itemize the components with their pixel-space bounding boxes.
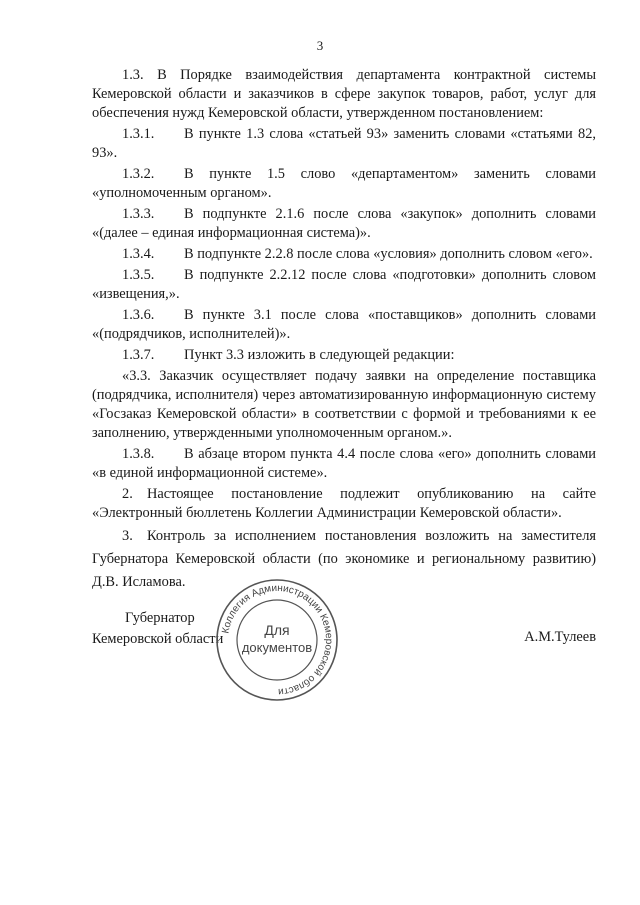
item-number: 1.3.6. (122, 307, 155, 323)
section-intro: 1.3. В Порядке взаимодействия департамента контрактной системы Кемеровской области и заказчиков в сфере закупок товаров, работ, услуг для обеспечения нужд Кемеровской области, утвержденном постановлением: (92, 67, 596, 121)
item-1-3-8 (92, 445, 596, 483)
item-number: 1.3.4. (122, 246, 155, 262)
item-text: В подпункте 2.1.6 после слова «закупок» дополнить словами «(далее – единая информационная система)». (92, 206, 596, 241)
item-1-3-2 (92, 165, 596, 203)
item-1-3-1 (92, 125, 596, 163)
official-stamp (214, 577, 340, 703)
signatory-name: А.М.Тулеев (524, 629, 596, 645)
item-text: В абзаце втором пункта 4.4 после слова «его» дополнить словами «в единой информационной системе». (92, 446, 596, 481)
stamp-center-line2: документов (241, 640, 313, 655)
signatory-position: Губернатор (125, 610, 195, 626)
quoted-paragraph: «3.3. Заказчик осуществляет подачу заявки на определение поставщика (подрядчика, исполнителя) через автоматизированную информационную систему «Госзаказ Кемеровской области» в соответствии с формой и требованиями к ее заполнению, утвержденными уполномоченным органом.». (92, 368, 596, 441)
point-number: 2. (122, 486, 133, 502)
item-number: 1.3.8. (122, 446, 155, 462)
item-number: 1.3.5. (122, 267, 155, 283)
stamp-center-line1: Для (264, 622, 290, 638)
item-text: В подпункте 2.2.12 после слова «подготовки» дополнить словом «извещения,». (92, 267, 596, 302)
item-1-3-7 (92, 346, 596, 365)
signatory-region: Кемеровской области (92, 631, 224, 647)
item-text: В подпункте 2.2.8 после слова «условия» дополнить словом «его». (184, 246, 593, 262)
item-number: 1.3.1. (122, 126, 155, 142)
document-body (92, 66, 596, 596)
item-1-3-5 (92, 266, 596, 304)
item-number: 1.3.2. (122, 166, 155, 182)
item-number: 1.3.3. (122, 206, 155, 222)
point-text: Контроль за исполнением постановления возложить на заместителя Губернатора Кемеровской области (по экономике и региональному развитию) Д.В. Исламова. (92, 528, 596, 590)
point-number: 3. (122, 528, 133, 544)
item-text: Пункт 3.3 изложить в следующей редакции: (184, 347, 455, 363)
point-2 (92, 485, 596, 523)
item-1-3-3 (92, 205, 596, 243)
point-text: Настоящее постановление подлежит опубликованию на сайте «Электронный бюллетень Коллегии Администрации Кемеровской области». (92, 486, 596, 521)
item-number: 1.3.7. (122, 347, 155, 363)
stamp-ring-text: Коллегия Администрации Кемеровской области (220, 582, 335, 698)
item-text: В пункте 3.1 после слова «поставщиков» дополнить словами «(подрядчиков, исполнителей)». (92, 307, 596, 342)
item-text: В пункте 1.5 слово «департаментом» заменить словами «уполномоченным органом». (92, 166, 596, 201)
item-1-3-4 (92, 245, 596, 264)
signatory-title (92, 608, 223, 650)
item-text: В пункте 1.3 слова «статьей 93» заменить словами «статьями 82, 93». (92, 126, 596, 161)
point-3 (92, 525, 596, 594)
item-1-3-6 (92, 306, 596, 344)
page-number: 3 (316, 38, 324, 53)
